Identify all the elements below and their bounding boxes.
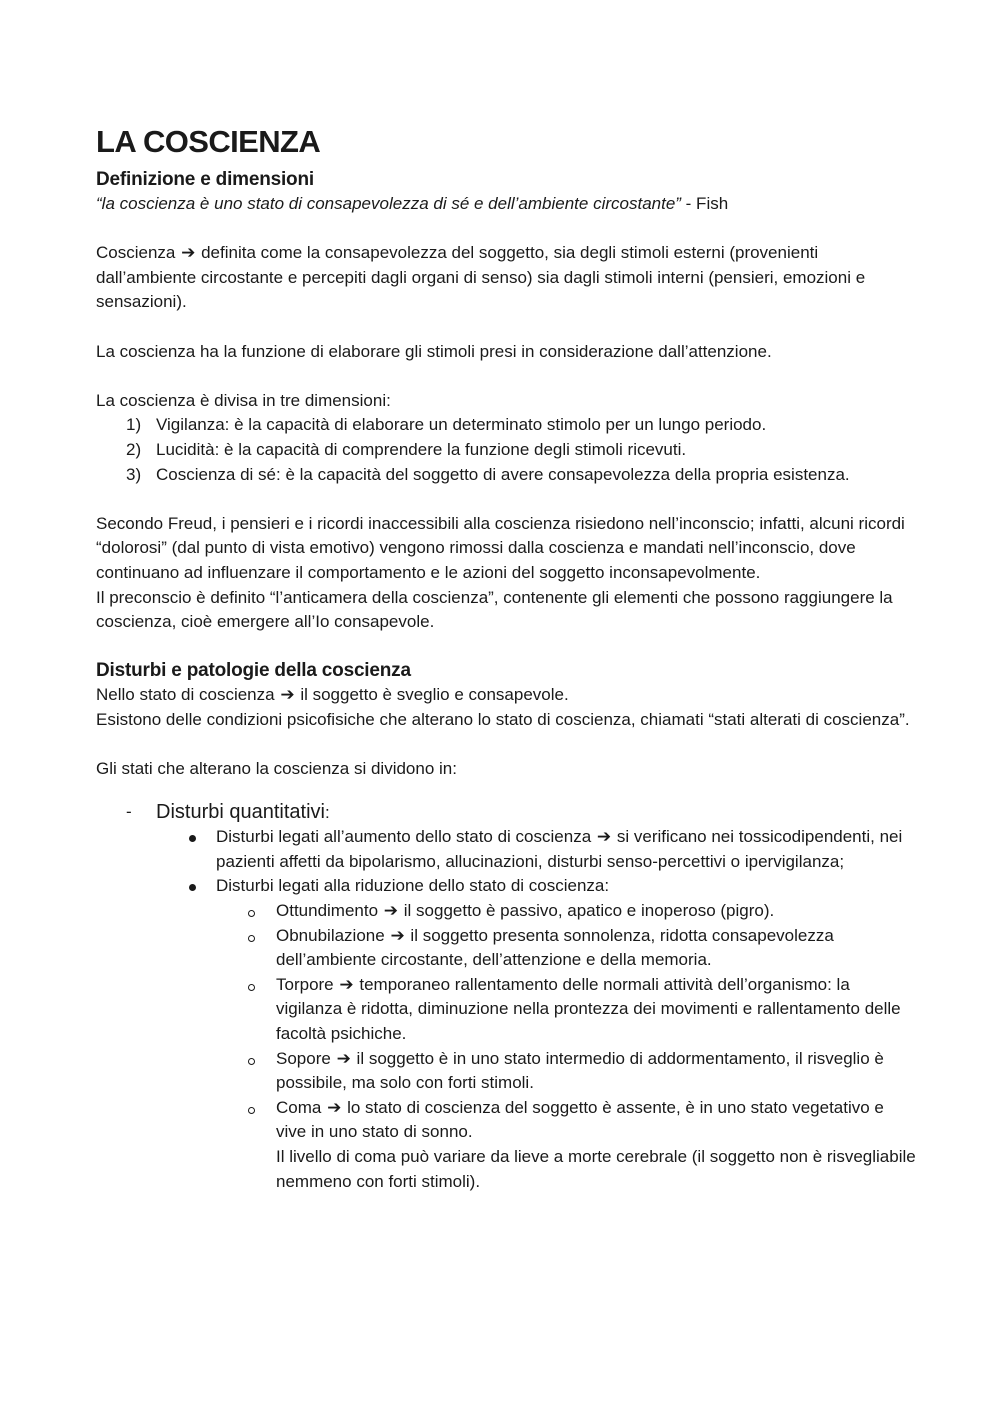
sub-text: il soggetto è passivo, apatico e inoperoso (pigro).: [403, 901, 775, 921]
arrow-icon: ➔: [383, 901, 399, 921]
paragraph-stato-coscienza: [96, 683, 916, 708]
paragraph-dimensioni-intro: La coscienza è divisa in tre dimensioni:: [96, 390, 391, 410]
dimension-text: Lucidità: è la capacità di comprendere la funzione degli stimoli ricevuti.: [156, 439, 687, 459]
disturbi-quantitativi-title: [156, 801, 330, 823]
dimensions-list: [96, 413, 916, 487]
dash-title-colon: :: [324, 802, 330, 822]
nested-list: [96, 825, 916, 1194]
list-number: 1): [126, 415, 142, 435]
arrow-icon: ➔: [336, 1048, 351, 1068]
definition-text: definita come la consapevolezza del soggetto, sia degli stimoli esterni (provenienti dall’ambiente circostante e percepiti dagli organi di senso) sia dagli stimoli interni (pensieri, emozioni e sensazioni).: [96, 243, 866, 312]
arrow-icon: ➔: [596, 827, 612, 847]
bullet-text: si verificano nei tossicodipendenti, nei pazienti affetti da bipolarismo, allucinazioni, disturbi senso-percettivi o ipervigilanza;: [216, 827, 903, 871]
dimension-item: [96, 463, 916, 488]
quote-author: - Fish: [680, 194, 729, 213]
section-heading-definizione: Definizione e dimensioni: [96, 169, 314, 190]
arrow-icon: ➔: [327, 1097, 342, 1117]
bullet-item: [156, 874, 916, 899]
arrow-icon: ➔: [390, 925, 405, 945]
sub-text: il soggetto presenta sonnolenza, ridotta consapevolezza dell’ambiente circostante, dell’attenzione e della memoria.: [276, 925, 834, 970]
paragraph-stati-alterati: Esistono delle condizioni psicofisiche che alterano lo stato di coscienza, chiamati “stati alterati di coscienza”.: [96, 709, 910, 729]
arrow-icon: ➔: [280, 685, 295, 705]
dimension-item: [96, 413, 916, 438]
list-item: [96, 800, 916, 826]
dash-marker: -: [126, 801, 132, 821]
sub-item: [216, 924, 916, 973]
term-coscienza: Coscienza: [96, 243, 176, 263]
quote-text: “la coscienza è uno stato di consapevolezza di sé e dell’ambiente circostante”: [96, 194, 681, 213]
sub-term: Obnubilazione: [276, 925, 385, 945]
disturbi-list: [96, 800, 916, 1195]
dash-title-text: Disturbi quantitativi: [156, 800, 325, 823]
circle-bullet-icon: [248, 1058, 255, 1065]
paragraph-coscienza-definition: [96, 241, 916, 315]
sub-term: Ottundimento: [276, 901, 379, 921]
arrow-icon: ➔: [181, 243, 196, 263]
sub-item: [216, 1096, 916, 1194]
sub-term: Sopore: [276, 1048, 331, 1068]
document-page: [96, 122, 916, 1194]
stato-text: il soggetto è sveglio e consapevole.: [300, 685, 569, 705]
arrow-icon: ➔: [339, 974, 354, 994]
circle-bullet-icon: [248, 1107, 255, 1114]
bullet-term: Disturbi legati all’aumento dello stato di coscienza: [216, 827, 592, 847]
circle-bullet-icon: [248, 910, 255, 917]
dimension-item: [96, 438, 916, 463]
paragraph-funzione: La coscienza ha la funzione di elaborare gli stimoli presi in considerazione dall’attenzione.: [96, 341, 772, 361]
sub-term: Torpore: [276, 974, 334, 994]
paragraph-preconscio: Il preconscio è definito “l’anticamera della coscienza”, contenente gli elementi che possono raggiungere la coscienza, cioè emergere all’Io consapevole.: [96, 587, 893, 632]
bullet-text: Disturbi legati alla riduzione dello stato di coscienza:: [216, 876, 610, 896]
sub-list: [156, 899, 916, 1194]
bullet-icon: [189, 835, 196, 842]
paragraph-freud: Secondo Freud, i pensieri e i ricordi inaccessibili alla coscienza risiedono nell’inconscio; infatti, alcuni ricordi “dolorosi” (dal punto di vista emotivo) vengono rimossi dalla coscienza e mandati nell’inconscio, dove continuano ad influenzare il comportamento e le azioni del soggetto inconsapevolmente.: [96, 513, 905, 582]
list-number: 3): [126, 464, 142, 484]
list-number: 2): [126, 439, 142, 459]
sub-item: [216, 1047, 916, 1096]
paragraph-dividono: Gli stati che alterano la coscienza si dividono in:: [96, 759, 457, 779]
sub-item: [216, 973, 916, 1047]
sub-text: il soggetto è in uno stato intermedio di addormentamento, il risveglio è possibile, ma solo con forti stimoli.: [276, 1048, 884, 1093]
circle-bullet-icon: [248, 935, 255, 942]
sub-item: [216, 899, 916, 924]
section-heading-disturbi: Disturbi e patologie della coscienza: [96, 660, 411, 682]
sub-term: Coma: [276, 1097, 322, 1117]
bullet-icon: [189, 884, 196, 891]
dimension-text: Coscienza di sé: è la capacità del soggetto di avere consapevolezza della propria esistenza.: [156, 464, 850, 484]
sub-text: lo stato di coscienza del soggetto è assente, è in uno stato vegetativo e vive in uno stato di sonno.: [276, 1097, 884, 1142]
bullet-item: [156, 825, 916, 874]
document-title: LA COSCIENZA: [96, 124, 321, 159]
circle-bullet-icon: [248, 984, 255, 991]
sub-text: temporaneo rallentamento delle normali attività dell’organismo: la vigilanza è ridotta, diminuzione nella prontezza dei movimenti e rallentamento delle facoltà psichiche.: [276, 974, 901, 1043]
dimension-text: Vigilanza: è la capacità di elaborare un determinato stimolo per un lungo periodo.: [156, 415, 767, 435]
fish-quote: [96, 192, 916, 217]
sub-extra-text: Il livello di coma può variare da lieve a morte cerebrale (il soggetto non è risvegliabile nemmeno con forti stimoli).: [276, 1146, 916, 1191]
term-stato: Nello stato di coscienza: [96, 685, 275, 705]
